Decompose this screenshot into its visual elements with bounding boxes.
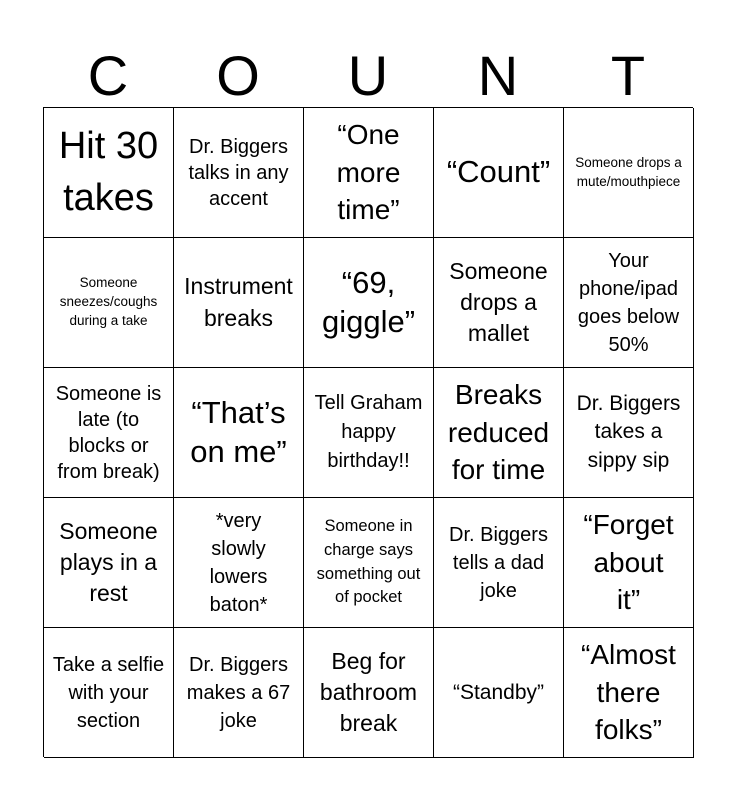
bingo-cell-r2c4[interactable] xyxy=(434,238,564,368)
cell-text: “Count” xyxy=(446,154,551,190)
cell-text: Someone plays in a rest xyxy=(59,517,158,607)
bingo-cell-r3c1[interactable] xyxy=(44,368,174,498)
bingo-cell-r5c3[interactable] xyxy=(304,628,434,758)
cell-text: Hit 30 takes xyxy=(58,125,159,219)
cell-text: Instrument breaks xyxy=(184,273,293,331)
bingo-cell-r2c1[interactable] xyxy=(44,238,174,368)
cell-text: Take a selfie with your section xyxy=(52,653,165,732)
cell-text: Someone sneezes/coughs during a take xyxy=(59,275,158,328)
bingo-cell-r5c4[interactable] xyxy=(434,628,564,758)
cell-text: Dr. Biggers talks in any accent xyxy=(188,135,289,210)
bingo-cell-r4c5[interactable] xyxy=(564,498,694,628)
cell-text: Someone is late (to blocks or from break) xyxy=(55,382,162,483)
cell-text: Dr. Biggers takes a sippy sip xyxy=(576,391,681,472)
cell-text: Tell Graham happy birthday!! xyxy=(314,392,423,472)
cell-text: Someone in charge says something out of pocket xyxy=(316,516,421,607)
bingo-cell-r5c5[interactable] xyxy=(564,628,694,758)
cell-text: Someone drops a mute/mouthpiece xyxy=(575,154,682,189)
bingo-cell-r2c3[interactable] xyxy=(304,238,434,368)
header-letter-t: T xyxy=(610,44,646,107)
bingo-cell-r1c5[interactable] xyxy=(564,108,694,238)
cell-text: “69, giggle” xyxy=(321,264,416,339)
bingo-cell-r1c2[interactable] xyxy=(174,108,304,238)
cell-text: Beg for bathroom break xyxy=(319,647,418,737)
bingo-cell-r5c1[interactable] xyxy=(44,628,174,758)
cell-text: Someone drops a mallet xyxy=(449,257,548,347)
bingo-cell-r3c2[interactable] xyxy=(174,368,304,498)
bingo-cell-r4c4[interactable] xyxy=(434,498,564,628)
cell-text: “Almost there folks” xyxy=(581,638,676,746)
header-letter-n: N xyxy=(477,44,519,107)
bingo-cell-r3c4[interactable] xyxy=(434,368,564,498)
header-letter-o: O xyxy=(216,44,260,107)
cell-text: Your phone/ipad goes below 50% xyxy=(577,249,680,356)
cell-text: Dr. Biggers tells a dad joke xyxy=(449,523,548,602)
bingo-cell-r3c3[interactable] xyxy=(304,368,434,498)
bingo-header xyxy=(43,46,693,106)
cell-text: “Forget about it” xyxy=(583,508,674,616)
cell-text: “One more time” xyxy=(336,118,401,226)
bingo-cell-r1c1[interactable] xyxy=(44,108,174,238)
bingo-cell-r1c3[interactable] xyxy=(304,108,434,238)
bingo-cell-r2c5[interactable] xyxy=(564,238,694,368)
cell-text: Dr. Biggers makes a 67 joke xyxy=(186,653,291,732)
cell-text: Breaks reduced for time xyxy=(447,378,550,486)
bingo-cell-r1c4[interactable] xyxy=(434,108,564,238)
bingo-cell-r5c2[interactable] xyxy=(174,628,304,758)
bingo-cell-r4c1[interactable] xyxy=(44,498,174,628)
bingo-cell-r4c3[interactable] xyxy=(304,498,434,628)
bingo-board xyxy=(43,107,693,757)
bingo-cell-r3c5[interactable] xyxy=(564,368,694,498)
bingo-cell-r2c2[interactable] xyxy=(174,238,304,368)
bingo-cell-r4c2[interactable] xyxy=(174,498,304,628)
cell-text: “Standby” xyxy=(452,680,545,704)
cell-text: *very slowly lowers baton* xyxy=(209,509,268,616)
header-letter-c: C xyxy=(87,44,129,107)
cell-text: “That’s on me” xyxy=(190,394,287,469)
header-letter-u: U xyxy=(347,44,389,107)
